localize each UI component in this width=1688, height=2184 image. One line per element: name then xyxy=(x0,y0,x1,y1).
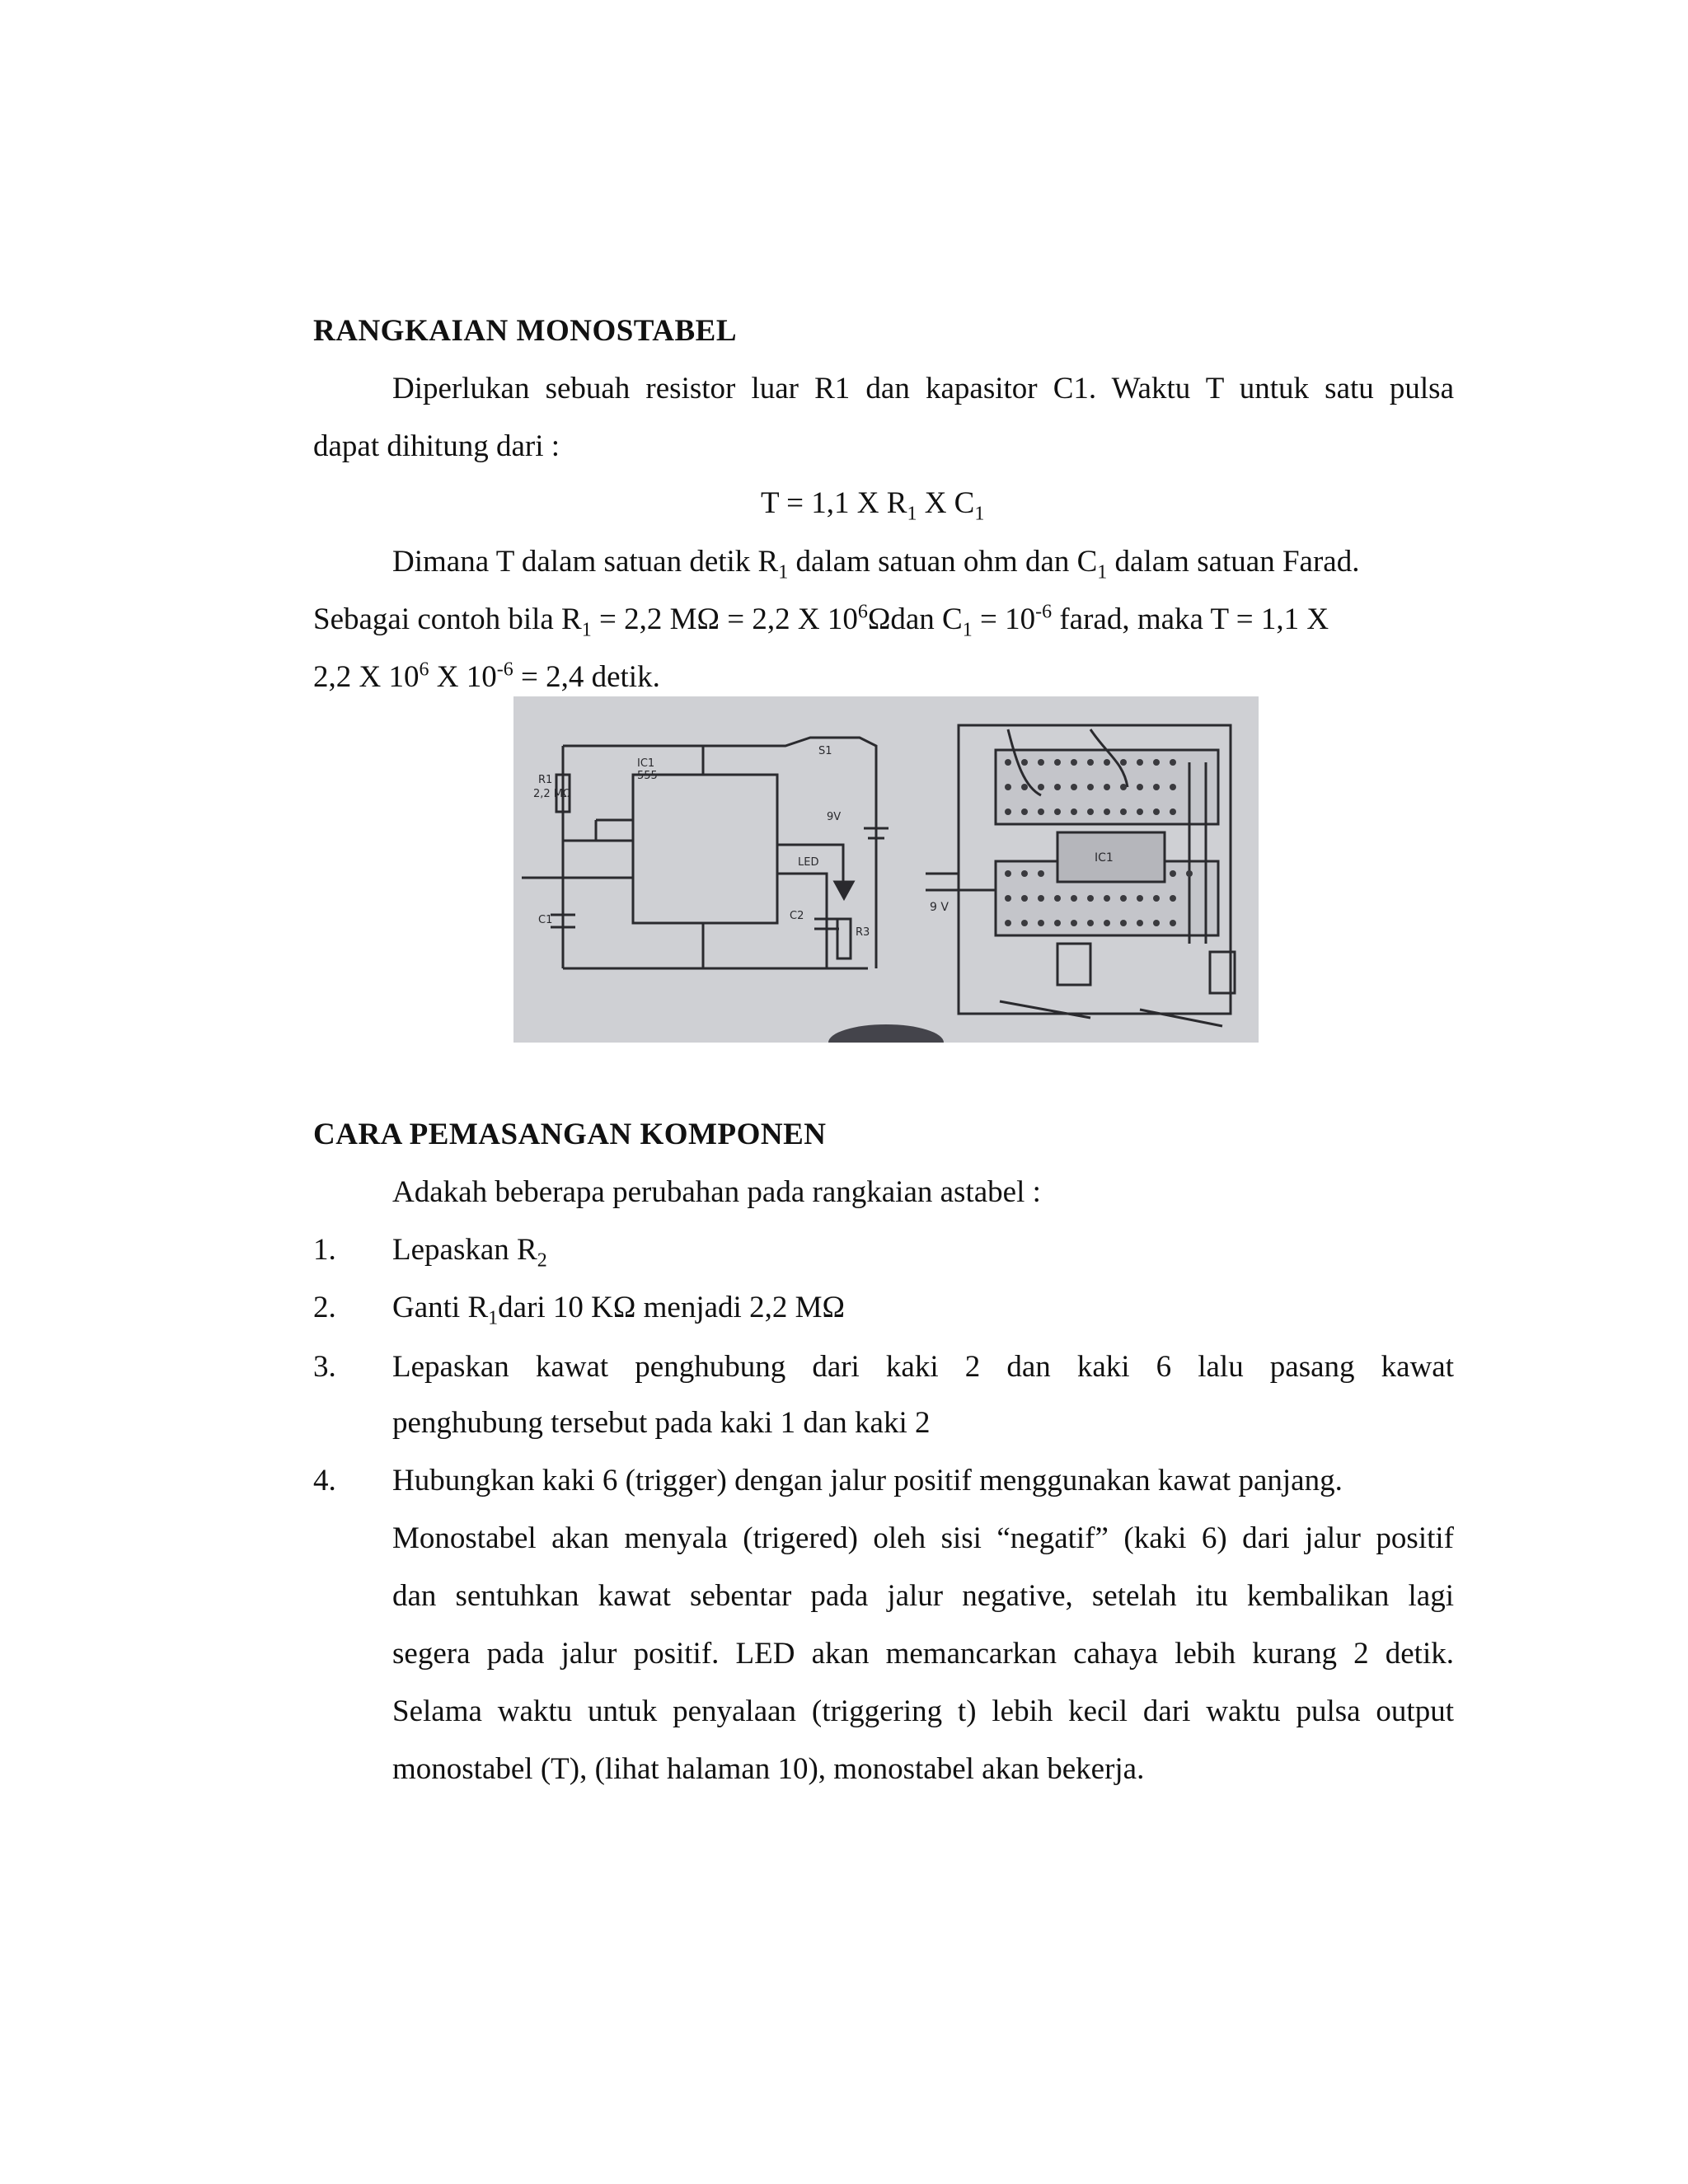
paragraph-line: Dimana T dalam satuan detik $R_1$ dalam satuan ohm dan $C_1$ dalam satuan Farad. xyxy=(392,545,1360,583)
label-ic1-board: IC1 xyxy=(1095,851,1114,865)
paragraph-line: Adakah beberapa perubahan pada rangkaian astabel : xyxy=(392,1175,1041,1209)
list-number: 3. xyxy=(313,1350,336,1384)
list-item: Lepaskan $R_2$ xyxy=(392,1233,547,1272)
label-c2: C2 xyxy=(790,910,804,922)
list-number: 1. xyxy=(313,1233,336,1267)
paragraph-line: dapat dihitung dari : xyxy=(313,429,560,463)
circuit-diagram-image xyxy=(513,696,1259,1043)
list-item: Lepaskan kawat penghubung dari kaki 2 dan kaki 6 lalu pasang kawat xyxy=(392,1350,1454,1384)
paragraph-line: monostabel (T), (lihat halaman 10), monostabel akan bekerja. xyxy=(392,1752,1145,1786)
list-item: Ganti $R_1dari$ 10 KΩ menjadi 2,2 MΩ xyxy=(392,1291,845,1329)
list-item-continuation: penghubung tersebut pada kaki 1 dan kaki 2 xyxy=(392,1406,931,1440)
paragraph-line: Diperlukan sebuah resistor luar R1 dan kapasitor C1. Waktu T untuk satu pulsa xyxy=(392,372,1454,405)
paragraph-line: Sebagai contoh bila $R_1 = 2,2$ MΩ = 2,2 X $10^6\Omega dan$ $C_1 = 10^{-6}$ farad, maka T = 1,1 X xyxy=(313,601,1329,641)
label-9v-board: 9 V xyxy=(930,901,949,914)
label-r3: R3 xyxy=(856,926,870,939)
label-9v: 9V xyxy=(827,811,842,823)
list-number: 4. xyxy=(313,1464,336,1497)
list-number: 2. xyxy=(313,1291,336,1324)
paragraph-line: segera pada jalur positif. LED akan memancarkan cahaya lebih kurang 2 detik. xyxy=(392,1637,1454,1671)
label-ic1-type: 555 xyxy=(637,770,658,782)
label-r1: R1 xyxy=(538,774,553,786)
section-title-cara-pemasangan: CARA PEMASANGAN KOMPONEN xyxy=(313,1118,827,1151)
circuit-figure xyxy=(513,696,1259,1043)
label-ic1: IC1 xyxy=(637,757,655,770)
paragraph-line: Selama waktu untuk penyalaan (triggering t) lebih kecil dari waktu pulsa output xyxy=(392,1694,1454,1728)
list-item: Hubungkan kaki 6 (trigger) dengan jalur positif menggunakan kawat panjang. xyxy=(392,1464,1343,1497)
label-r1-value: 2,2 MΩ xyxy=(533,788,571,800)
paragraph-line: dan sentuhkan kawat sebentar pada jalur negative, setelah itu kembalikan lagi xyxy=(392,1579,1454,1613)
paragraph-line: 2,2 X $10^6$ X $10^{-6} = 2,4$ detik. xyxy=(313,658,660,694)
paragraph-line: Monostabel akan menyala (trigered) oleh sisi “negatif” (kaki 6) dari jalur positif xyxy=(392,1521,1454,1555)
formula: T = 1,1 X $R_1$ X $C_1$ xyxy=(761,486,985,525)
label-c1: C1 xyxy=(538,914,553,926)
label-led: LED xyxy=(798,856,819,869)
section-title-monostabel: RANGKAIAN MONOSTABEL xyxy=(313,314,737,348)
label-s1: S1 xyxy=(818,745,832,757)
